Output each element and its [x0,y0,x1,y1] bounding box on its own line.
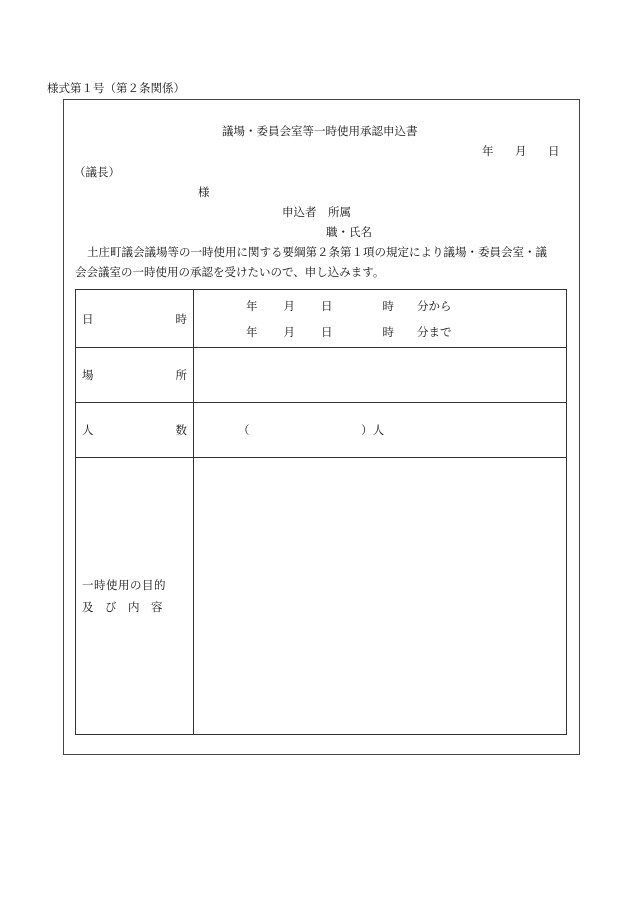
applicant-affiliation: 所属 [328,205,351,219]
date-year: 年 [482,144,494,158]
addressee-office: （議長） [74,165,120,179]
date-month: 月 [515,144,527,158]
datetime-label-right: 時 [175,311,187,326]
datetime-from [194,293,566,319]
date-day: 日 [548,144,560,158]
place-label [76,348,194,403]
datetime-label [76,290,194,348]
datetime-row [76,290,567,348]
datetime-to [194,319,566,345]
applicant-label: 申込者 [282,205,317,219]
people-label-left: 人 [82,423,94,437]
form-number-label: 様式第１号（第２条関係） [47,81,185,95]
people-label-right: 数 [175,423,187,437]
application-table [75,289,567,735]
purpose-label-line2: 及 び 内 容 [82,600,163,614]
from-minute: 分から [417,298,452,313]
form-title: 議場・委員会室等一時使用承認申込書 [222,124,418,138]
body-text-line2: 会会議室の一時使用の承認を受けたいので、申し込みます。 [75,265,385,279]
from-hour: 時 [382,298,394,313]
people-open-paren: （ [238,423,250,437]
body-text-line1: 土庄町議会議場等の一時使用に関する要綱第２条第１項の規定により議場・委員会室・議 [87,245,547,259]
place-label-left: 場 [82,368,94,382]
purpose-label [76,458,194,735]
place-label-right: 所 [175,368,187,382]
from-month: 月 [283,298,295,313]
from-year: 年 [246,298,258,313]
people-row [76,403,567,458]
to-hour: 時 [382,324,394,339]
addressee-honorific: 様 [198,185,210,199]
people-value[interactable] [194,403,567,458]
applicant-position-name: 職・氏名 [326,225,372,239]
purpose-label-line1: 一時使用の目的 [82,578,166,592]
to-minute: 分まで [417,324,452,339]
purpose-value[interactable] [194,458,567,735]
purpose-row [76,458,567,735]
to-year: 年 [246,324,258,339]
to-day: 日 [321,324,333,339]
datetime-label-left: 日 [82,311,94,326]
place-row [76,348,567,403]
from-day: 日 [321,298,333,313]
to-month: 月 [283,324,295,339]
people-label [76,403,194,458]
datetime-value[interactable] [194,290,567,348]
place-value[interactable] [194,348,567,403]
people-close-paren: ）人 [361,423,385,437]
